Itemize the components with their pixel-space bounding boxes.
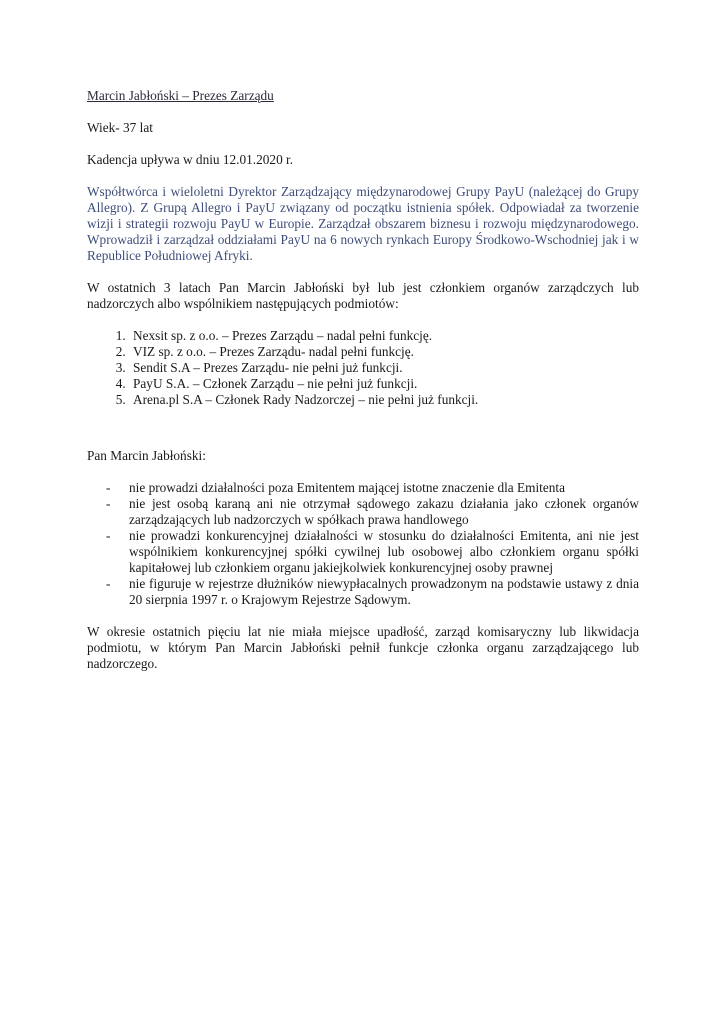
dash-bullet: - [106, 576, 111, 591]
statements-list [87, 480, 639, 608]
list-item: 4. PayU S.A. – Członek Zarządu – nie pełni już funkcji. [129, 376, 639, 392]
statements-intro: Pan Marcin Jabłoński: [87, 448, 206, 463]
bio-paragraph: Współtwórca i wieloletni Dyrektor Zarządzający międzynarodowej Grupy PayU (należącej do Grupy Allegro). Z Grupą Allegro i PayU związany od początku istnienia spółek. Odpowiadał za tworzenie wizji i strategii rozwoju PayU w Europie. Zarządzał obszarem biznesu i rozwoju międzynarodowego. Wprowadził i zarządzał oddziałami PayU na 6 nowych rynkach Europy Środkowo-Wschodniej jak i w Republice Południowej Afryki. [87, 184, 639, 263]
age-line: Wiek- 37 lat [87, 120, 153, 135]
roles-intro: W ostatnich 3 latach Pan Marcin Jabłoński był lub jest członkiem organów zarządczych lub nadzorczych albo wspólnikiem następujących podmiotów: [87, 280, 639, 311]
document-page [87, 88, 639, 688]
statement-text: nie prowadzi działalności poza Emitentem mającej istotne znaczenie dla Emitenta [129, 480, 566, 495]
list-item: 2. VIZ sp. z o.o. – Prezes Zarządu- nadal pełni funkcję. [129, 344, 639, 360]
list-item [87, 496, 639, 528]
list-item [87, 576, 639, 608]
term-line: Kadencja upływa w dniu 12.01.2020 r. [87, 152, 294, 167]
statement-text: nie prowadzi konkurencyjnej działalności w stosunku do działalności Emitenta, ani nie jest wspólnikiem konkurencyjnej spółki cywilnej lub osobowej albo członkiem organu spółki kapitałowej lub członkiem organu jakiejkolwiek konkurencyjnej osoby prawnej [129, 528, 639, 575]
list-item: 3. Sendit S.A – Prezes Zarządu- nie pełni już funkcji. [129, 360, 639, 376]
dash-bullet: - [106, 496, 111, 511]
statement-text: nie jest osobą karaną ani nie otrzymał sądowego zakazu działania jako członek organów zarządzających lub nadzorczych w spółkach prawa handlowego [129, 496, 639, 527]
closing-paragraph: W okresie ostatnich pięciu lat nie miała miejsce upadłość, zarząd komisaryczny lub likwidacja podmiotu, w którym Pan Marcin Jabłoński pełnił funkcje członka organu zarządzającego lub nadzorczego. [87, 624, 639, 671]
list-item: 1. Nexsit sp. z o.o. – Prezes Zarządu – nadal pełni funkcję. [129, 328, 639, 344]
list-item: 5. Arena.pl S.A – Członek Rady Nadzorczej – nie pełni już funkcji. [129, 392, 639, 408]
spacer [87, 424, 639, 448]
dash-bullet: - [106, 480, 111, 495]
list-item [87, 480, 639, 496]
statement-text: nie figuruje w rejestrze dłużników niewypłacalnych prowadzonym na podstawie ustawy z dnia 20 sierpnia 1997 r. o Krajowym Rejestrze Sądowym. [129, 576, 639, 607]
list-item [87, 528, 639, 576]
roles-list [87, 328, 639, 408]
document-title: Marcin Jabłoński – Prezes Zarządu [87, 88, 274, 103]
dash-bullet: - [106, 528, 111, 543]
